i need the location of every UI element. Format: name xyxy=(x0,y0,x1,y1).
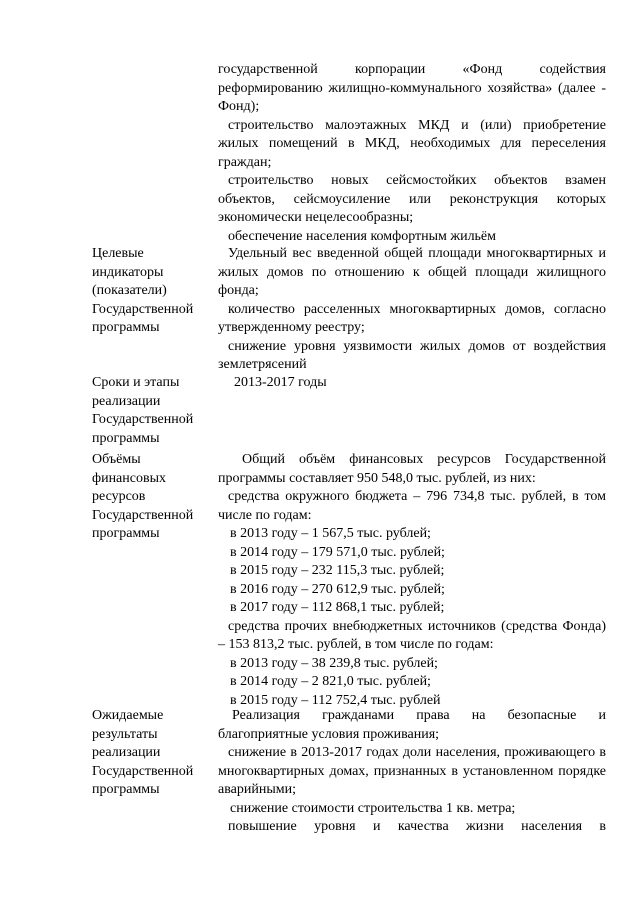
goal-paragraph: обеспечение населения комфортным жильём xyxy=(228,228,497,244)
goals-continuation-content xyxy=(218,61,606,246)
indicators-label: Целевые индикаторы (показатели) Государственной программы xyxy=(92,246,194,335)
finance-other-year: в 2013 году – 38 239,8 тыс. рублей; xyxy=(230,655,438,671)
finance-district-budget: средства окружного бюджета – 796 734,8 тыс. рублей, в том числе по годам: xyxy=(218,489,606,523)
finance-content xyxy=(218,451,606,710)
finance-other-sources: средства прочих внебюджетных источников (средства Фонда) – 153 813,2 тыс. рублей, в том числе по годам: xyxy=(218,618,606,652)
finance-intro: Общий объём финансовых ресурсов Государственной программы составляет 950 548,0 тыс. рублей, из них: xyxy=(218,452,606,486)
results-content xyxy=(218,707,606,837)
goal-paragraph: строительство малоэтажных МКД и (или) приобретение жилых помещений в МКД, необходимых для переселения граждан; xyxy=(218,117,606,170)
result-paragraph: Реализация гражданами права на безопасные и благоприятные условия проживания; xyxy=(218,708,606,742)
finance-district-year: в 2014 году – 179 571,0 тыс. рублей; xyxy=(230,544,445,560)
finance-district-year: в 2016 году – 270 612,9 тыс. рублей; xyxy=(230,581,445,597)
indicators-content xyxy=(218,245,606,375)
finance-label: Объёмы финансовых ресурсов Государственной программы xyxy=(92,452,194,541)
terms-label: Сроки и этапы реализации Государственной программы xyxy=(92,375,194,446)
finance-district-year: в 2015 году – 232 115,3 тыс. рублей; xyxy=(230,563,445,578)
finance-other-year: в 2015 году – 112 752,4 тыс. рублей xyxy=(230,692,441,708)
finance-district-year: в 2017 году – 112 868,1 тыс. рублей; xyxy=(230,600,445,615)
indicator-paragraph: снижение уровня уязвимости жилых домов от воздействия землетрясений xyxy=(218,338,606,372)
goal-paragraph: строительство новых сейсмостойких объектов взамен объектов, сейсмоусиление или реконструкция которых экономически нецелесообразны; xyxy=(218,173,606,225)
finance-district-year: в 2013 году – 1 567,5 тыс. рублей; xyxy=(230,526,431,541)
terms-value: 2013-2017 годы xyxy=(234,375,327,390)
result-paragraph: снижение стоимости строительства 1 кв. метра; xyxy=(230,800,516,816)
result-paragraph: повышение уровня и качества жизни населения в xyxy=(228,819,606,834)
terms-content xyxy=(218,374,606,393)
finance-other-year: в 2014 году – 2 821,0 тыс. рублей; xyxy=(230,674,431,689)
results-label: Ожидаемые результаты реализации Государственной программы xyxy=(92,708,194,797)
result-paragraph: снижение в 2013-2017 годах доли населения, проживающего в многоквартирных домах, признанных в установленном порядке аварийными; xyxy=(218,745,606,797)
goal-paragraph: государственной корпорации «Фонд содействия реформированию жилищно-коммунального хозяйства» (далее - Фонд); xyxy=(218,62,606,114)
indicator-paragraph: Удельный вес введенной общей площади многоквартирных и жилых домов по отношению к общей площади жилищного фонда; xyxy=(218,246,606,298)
indicator-paragraph: количество расселенных многоквартирных домов, согласно утвержденному реестру; xyxy=(218,301,606,335)
